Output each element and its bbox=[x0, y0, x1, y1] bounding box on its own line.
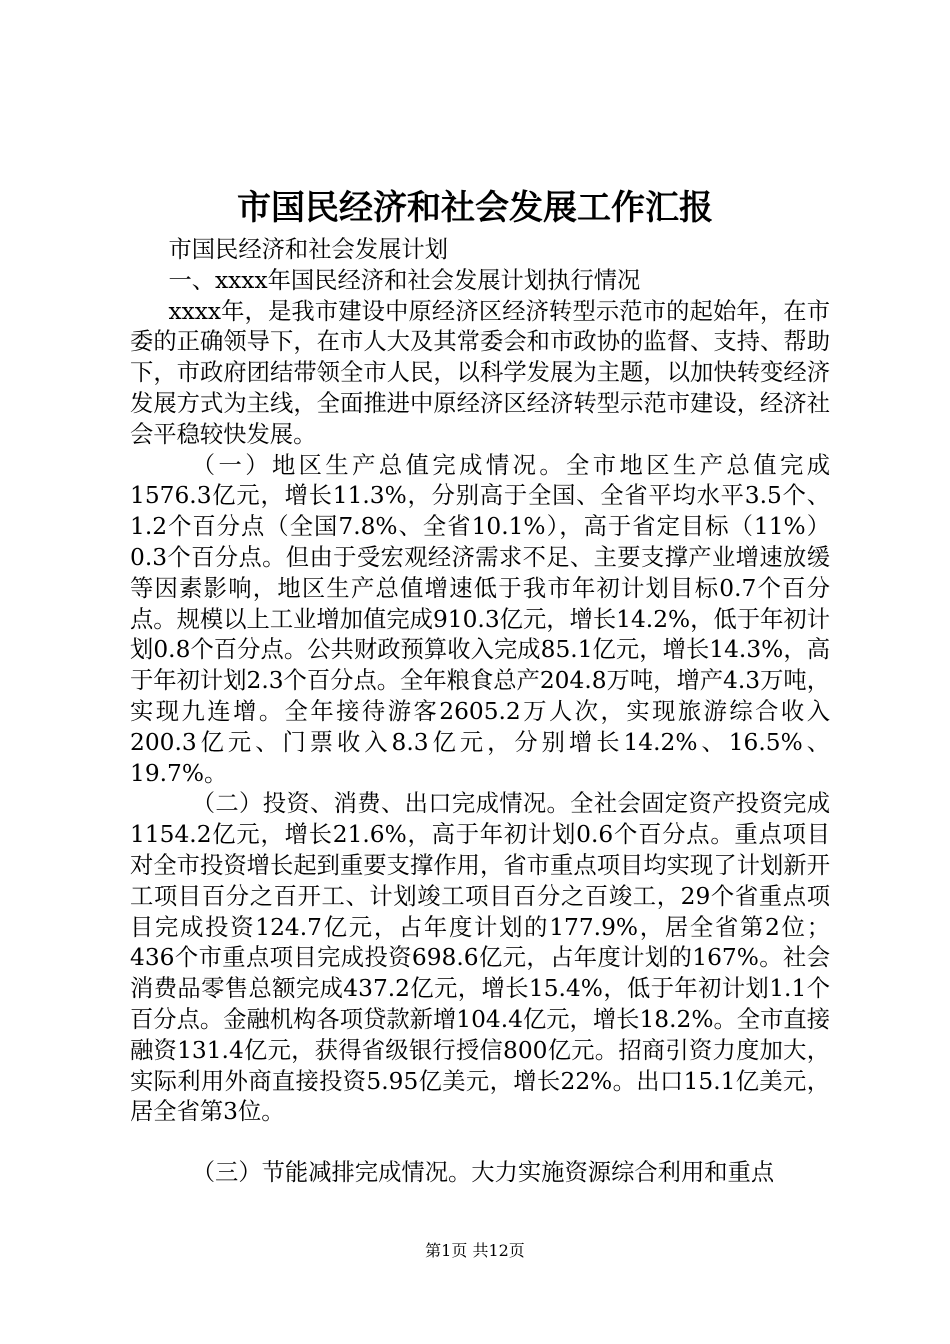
paragraph-intro: xxxx年，是我市建设中原经济区经济转型示范市的起始年，在市委的正确领导下，在市人大及其常委会和市政协的监督、支持、帮助下，市政府团结带领全市人民，以科学发展为主题，以加快转变经济发展方式为主线，全面推进中原经济区经济转型示范市建设，经济社会平稳较快发展。 bbox=[130, 297, 830, 448]
paragraph-investment: （二）投资、消费、出口完成情况。全社会固定资产投资完成1154.2亿元，增长21.6%，高于年初计划0.6个百分点。重点项目对全市投资增长起到重要支撑作用，省市重点项目均实现了计划新开工项目百分之百开工、计划竣工项目百分之百竣工，29个省重点项目完成投资124.7亿元，占年度计划的177.9%，居全省第2位；436个市重点项目完成投资698.6亿元，占年度计划的167%。社会消费品零售总额完成437.2亿元，增长15.4%，低于年初计划1.1个百分点。金融机构各项贷款新增104.4亿元，增长18.2%。全市直接融资131.4亿元，获得省级银行授信800亿元。招商引资力度加大，实际利用外商直接投资5.95亿美元，增长22%。出口15.1亿美元，居全省第3位。 bbox=[130, 790, 830, 1126]
paragraph-section-heading: 一、xxxx年国民经济和社会发展计划执行情况 bbox=[168, 266, 641, 294]
paragraph-plan-title: 市国民经济和社会发展计划 bbox=[168, 236, 448, 263]
paragraph-gdp: （一）地区生产总值完成情况。全市地区生产总值完成1576.3亿元，增长11.3%，分别高于全国、全省平均水平3.5个、1.2个百分点（全国7.8%、全省10.1%），高于省定目标（11%）0.3个百分点。但由于受宏观经济需求不足、主要支撑产业增速放缓等因素影响，地区生产总值增速低于我市年初计划目标0.7个百分点。规模以上工业增加值完成910.3亿元，增长14.2%，低于年初计划0.8个百分点。公共财政预算收入完成85.1亿元，增长14.3%，高于年初计划2.3个百分点。全年粮食总产204.8万吨，增产4.3万吨，实现九连增。全年接待游客2605.2万人次，实现旅游综合收入200.3亿元、门票收入8.3亿元，分别增长14.2%、16.5%、19.7%。 bbox=[130, 451, 830, 787]
page-number-footer: 第1页 共12页 bbox=[425, 1241, 525, 1260]
paragraph-energy: （三）节能减排完成情况。大力实施资源综合利用和重点 bbox=[191, 1159, 775, 1187]
document-title: 市国民经济和社会发展工作汇报 bbox=[237, 188, 713, 228]
document-body bbox=[130, 235, 830, 1189]
